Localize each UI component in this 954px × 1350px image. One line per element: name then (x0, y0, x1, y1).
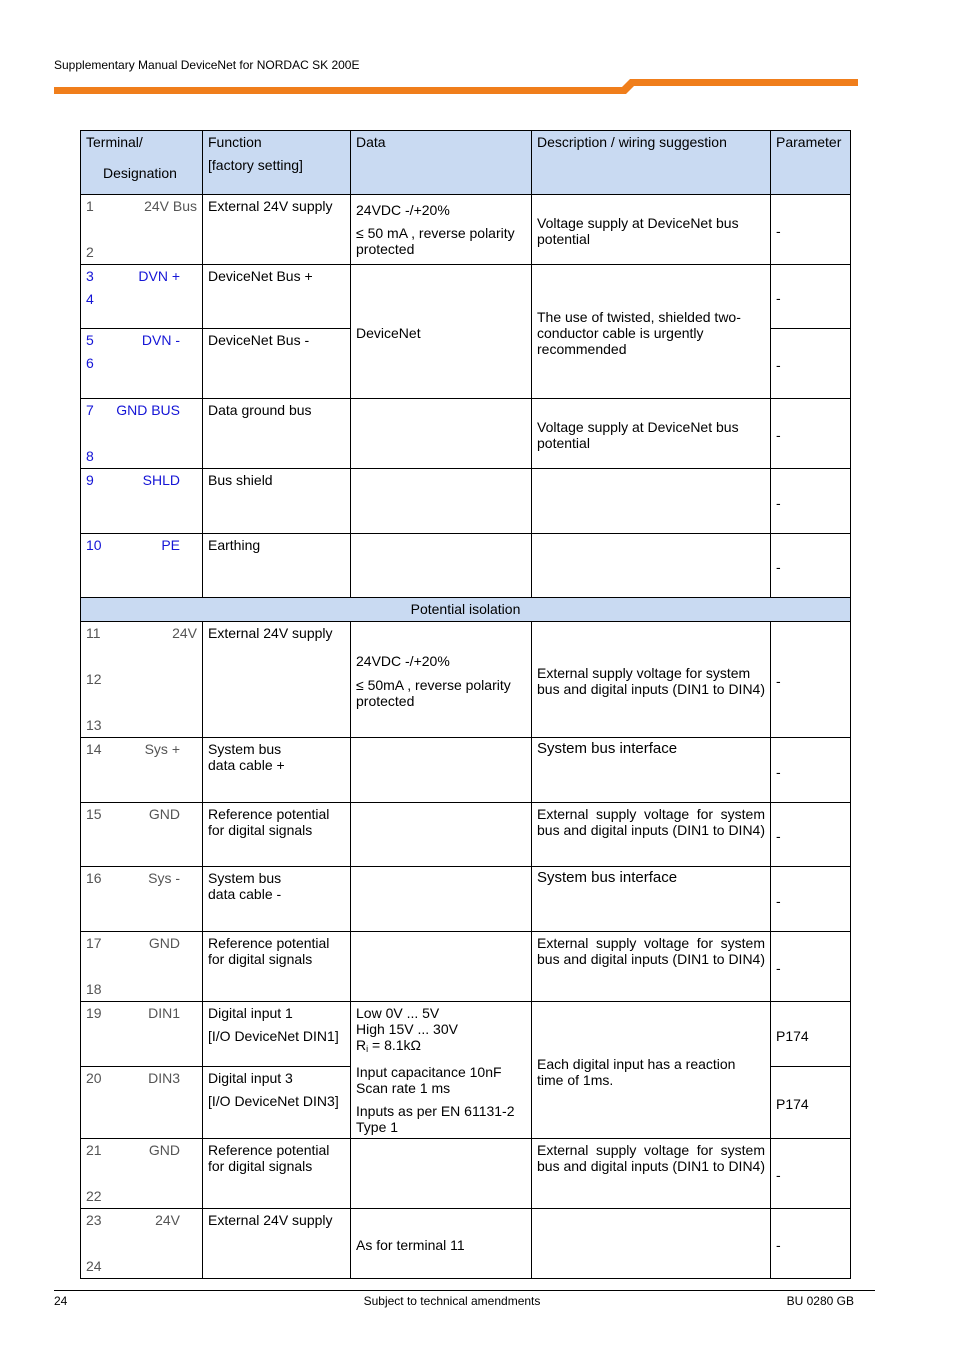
parameter-cell: P174 (771, 1067, 851, 1139)
terminal-table (80, 130, 851, 1279)
terminal-cell (81, 1209, 203, 1279)
data-cell (351, 469, 532, 534)
terminal-number: 19 (86, 1005, 102, 1021)
table-row (81, 1209, 851, 1279)
terminal-number: 21 (86, 1142, 102, 1158)
header-designation-label: Designation (103, 165, 177, 181)
terminal-cell (81, 738, 203, 803)
terminal-cell (81, 1002, 203, 1067)
table-row (81, 399, 851, 469)
terminal-designation: DIN1 (148, 1005, 180, 1021)
description-cell: External supply voltage for system bus and digital inputs (DIN1 to DIN4) (532, 803, 771, 867)
function-line: Digital input 1 (208, 1005, 293, 1021)
terminal-number: 7 (86, 402, 94, 418)
data-line: Type 1 (356, 1119, 399, 1135)
description-cell (532, 1209, 771, 1279)
potential-isolation-heading: Potential isolation (81, 598, 851, 622)
terminal-cell (81, 932, 203, 1002)
terminal-cell (81, 265, 203, 329)
data-line: Low 0V ... 5V (356, 1005, 440, 1021)
terminal-cell (81, 622, 203, 738)
terminal-designation: DVN - (141, 332, 180, 348)
parameter-cell: - (771, 399, 851, 469)
data-cell (351, 195, 532, 265)
function-line: System bus (208, 870, 282, 886)
table-row (81, 932, 851, 1002)
terminal-designation: Sys - (148, 870, 180, 886)
description-cell: Voltage supply at DeviceNet bus potential (532, 399, 771, 469)
function-line: for digital signals (208, 822, 313, 838)
data-cell (351, 622, 532, 738)
data-cell (351, 738, 532, 803)
table-row (81, 1002, 851, 1067)
parameter-cell: - (771, 1209, 851, 1279)
header-parameter: Parameter (771, 131, 851, 195)
terminal-cell (81, 469, 203, 534)
description-cell: System bus interface (532, 867, 771, 932)
header-function-label: Function (208, 134, 262, 150)
function-cell: External 24V supply (203, 195, 351, 265)
terminal-designation: PE (161, 537, 180, 553)
parameter-cell: - (771, 932, 851, 1002)
table-row (81, 265, 851, 329)
header-orange-bar (0, 0, 954, 100)
function-cell (203, 1002, 351, 1067)
data-line: Inputs as per EN 61131-2 (356, 1103, 515, 1119)
terminal-number: 5 (86, 332, 94, 348)
data-line: ≤ 50mA , reverse polarity protected (356, 677, 511, 709)
header-function (203, 131, 351, 195)
description-cell: System bus interface (532, 738, 771, 803)
description-cell (532, 534, 771, 598)
terminal-number: 6 (86, 355, 94, 371)
description-cell: External supply voltage for system bus and digital inputs (DIN1 to DIN4) (532, 932, 771, 1002)
page-number: 24 (54, 1294, 68, 1308)
function-line: Reference potential (208, 806, 330, 822)
data-line: ≤ 50 mA , reverse polarity protected (356, 225, 515, 257)
terminal-number: 4 (86, 291, 94, 307)
document-number: BU 0280 GB (786, 1294, 854, 1308)
parameter-cell: - (771, 265, 851, 329)
description-cell: Each digital input has a reaction time of 1ms. (532, 1002, 771, 1139)
function-cell (203, 803, 351, 867)
terminal-designation: 24V (172, 625, 197, 641)
terminal-number: 12 (86, 671, 102, 687)
terminal-number: 24 (86, 1258, 102, 1274)
terminal-designation: GND (148, 806, 180, 822)
function-line: [I/O DeviceNet DIN1] (208, 1028, 339, 1044)
terminal-number: 13 (86, 717, 102, 733)
terminal-number: 14 (86, 741, 102, 757)
table-row (81, 622, 851, 738)
function-cell (203, 1139, 351, 1209)
function-cell: DeviceNet Bus + (203, 265, 351, 329)
table-row (81, 1139, 851, 1209)
terminal-number: 9 (86, 472, 94, 488)
header-factory-setting-label: [factory setting] (208, 157, 303, 173)
terminal-cell (81, 1139, 203, 1209)
terminal-designation: DVN + (138, 268, 180, 284)
terminal-cell (81, 195, 203, 265)
terminal-number: 3 (86, 268, 94, 284)
parameter-cell: - (771, 738, 851, 803)
description-cell: The use of twisted, shielded two-conductor cable is urgently recommended (532, 265, 771, 399)
section-band (81, 598, 851, 622)
table-row (81, 469, 851, 534)
terminal-number: 17 (86, 935, 102, 951)
header-terminal-label: Terminal/ (86, 134, 143, 150)
table-row (81, 534, 851, 598)
terminal-designation: 24V (155, 1212, 180, 1228)
data-cell (351, 803, 532, 867)
parameter-cell: - (771, 867, 851, 932)
header-terminal (81, 131, 203, 195)
function-cell (203, 1067, 351, 1139)
table-row (81, 195, 851, 265)
function-cell: External 24V supply (203, 1209, 351, 1279)
terminal-number: 18 (86, 981, 102, 997)
terminal-cell (81, 534, 203, 598)
parameter-cell: - (771, 803, 851, 867)
terminal-designation: GND (148, 1142, 180, 1158)
table-row (81, 738, 851, 803)
function-cell: Bus shield (203, 469, 351, 534)
parameter-cell: - (771, 534, 851, 598)
function-cell: DeviceNet Bus - (203, 329, 351, 399)
parameter-cell: - (771, 195, 851, 265)
resistance-subscript: i (366, 1044, 369, 1054)
manual-title: Supplementary Manual DeviceNet for NORDAC SK 200E (54, 58, 360, 72)
terminal-cell (81, 867, 203, 932)
data-line: Input capacitance 10nF (356, 1064, 502, 1080)
function-line: [I/O DeviceNet DIN3] (208, 1093, 339, 1109)
footer-rule (54, 1290, 875, 1291)
function-line: Reference potential (208, 935, 330, 951)
terminal-cell (81, 1067, 203, 1139)
data-cell (351, 399, 532, 469)
terminal-designation: Sys + (144, 741, 180, 757)
data-line: High 15V ... 30V (356, 1021, 458, 1037)
parameter-cell: P174 (771, 1002, 851, 1067)
data-cell: DeviceNet (351, 265, 532, 399)
footer-note: Subject to technical amendments (363, 1294, 541, 1308)
terminal-designation: SHLD (142, 472, 180, 488)
terminal-number: 1 (86, 198, 94, 214)
data-cell (351, 1002, 532, 1139)
data-cell (351, 1139, 532, 1209)
resistance-value: = 8.1kΩ (368, 1037, 422, 1053)
data-cell: As for terminal 11 (351, 1209, 532, 1279)
function-cell (203, 867, 351, 932)
function-line: data cable - (208, 886, 282, 902)
function-cell (203, 932, 351, 1002)
table-header-row (81, 131, 851, 195)
terminal-number: 16 (86, 870, 102, 886)
terminal-number: 23 (86, 1212, 102, 1228)
terminal-number: 2 (86, 244, 94, 260)
terminal-number: 11 (86, 625, 101, 641)
data-line (356, 1037, 526, 1057)
function-line: System bus (208, 741, 282, 757)
table-row (81, 803, 851, 867)
terminal-designation: DIN3 (148, 1070, 180, 1086)
resistance-symbol: R (356, 1037, 367, 1053)
data-line: Scan rate 1 ms (356, 1080, 451, 1096)
table-row (81, 867, 851, 932)
function-line: for digital signals (208, 1158, 313, 1174)
terminal-cell (81, 803, 203, 867)
description-cell: External supply voltage for system bus and digital inputs (DIN1 to DIN4) (532, 622, 771, 738)
terminal-number: 15 (86, 806, 102, 822)
terminal-cell (81, 399, 203, 469)
terminal-designation: 24V Bus (144, 198, 197, 214)
function-cell: Earthing (203, 534, 351, 598)
terminal-number: 20 (86, 1070, 102, 1086)
terminal-designation: GND BUS (116, 402, 180, 418)
terminal-designation: GND (148, 935, 180, 951)
function-cell: External 24V supply (203, 622, 351, 738)
function-cell: Data ground bus (203, 399, 351, 469)
header-description: Description / wiring suggestion (532, 131, 771, 195)
data-cell (351, 534, 532, 598)
function-cell (203, 738, 351, 803)
description-cell: External supply voltage for system bus and digital inputs (DIN1 to DIN4) (532, 1139, 771, 1209)
description-cell (532, 469, 771, 534)
terminal-number: 22 (86, 1188, 102, 1204)
data-line: 24VDC -/+20% (356, 653, 450, 669)
function-line: Reference potential (208, 1142, 330, 1158)
parameter-cell: - (771, 469, 851, 534)
terminal-number: 8 (86, 448, 94, 464)
parameter-cell: - (771, 1139, 851, 1209)
data-cell (351, 932, 532, 1002)
function-line: for digital signals (208, 951, 313, 967)
header-data: Data (351, 131, 532, 195)
function-line: Digital input 3 (208, 1070, 293, 1086)
description-cell: Voltage supply at DeviceNet bus potential (532, 195, 771, 265)
parameter-cell: - (771, 329, 851, 399)
terminal-number: 10 (86, 537, 102, 553)
function-line: data cable + (208, 757, 285, 773)
data-cell (351, 867, 532, 932)
terminal-cell (81, 329, 203, 399)
data-line: 24VDC -/+20% (356, 202, 450, 218)
parameter-cell: - (771, 622, 851, 738)
